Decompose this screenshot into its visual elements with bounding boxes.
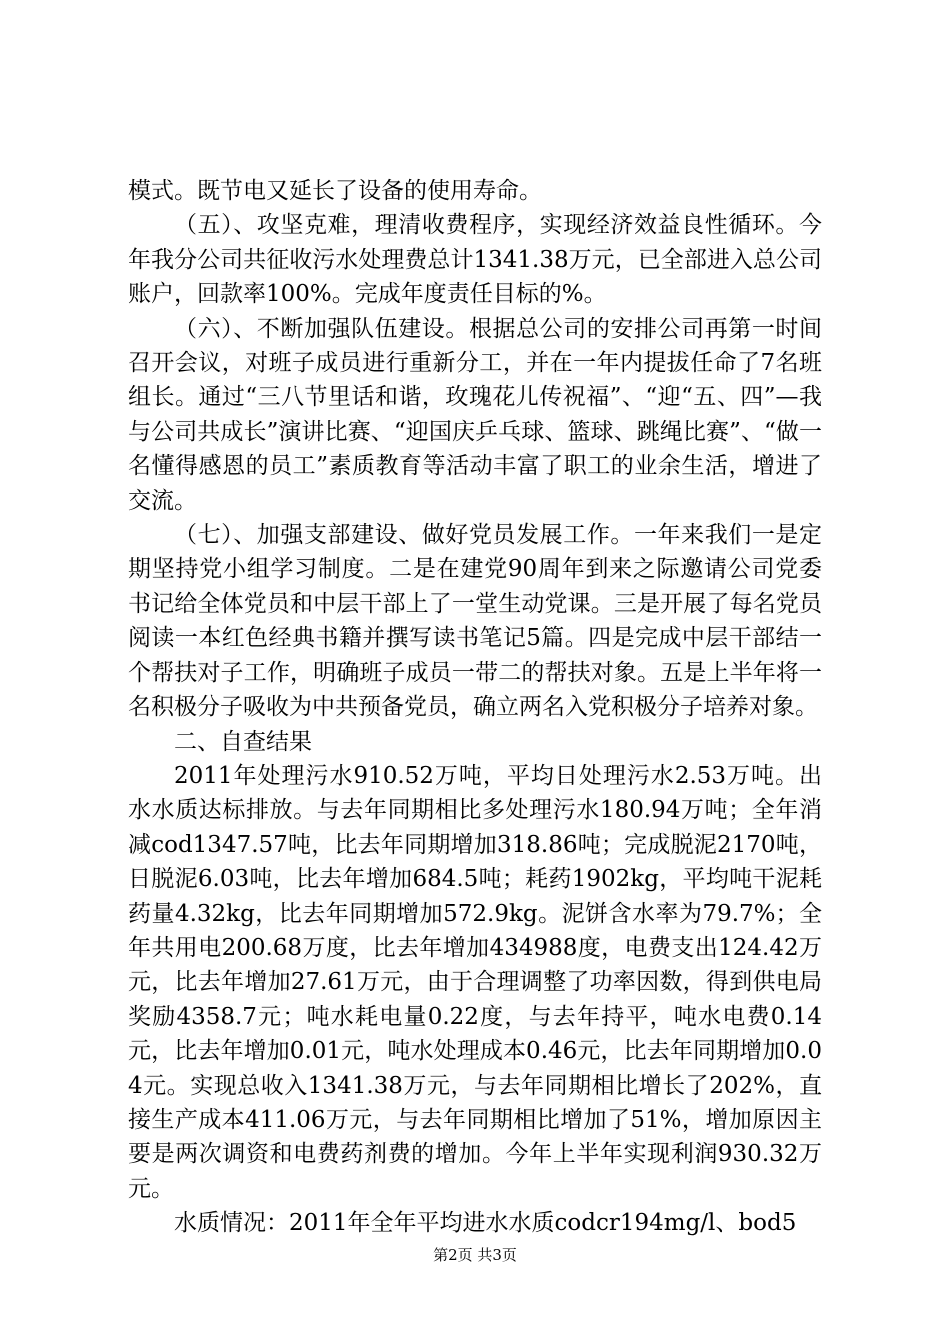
paragraph: （七）、加强支部建设、做好党员发展工作。一年来我们一是定期坚持党小组学习制度。二是在建党90周年到来之际邀请公司党委书记给全体党员和中层干部上了一堂生动党课。三是开展了每名党员阅读一本红色经典书籍并撰写读书笔记5篇。四是完成中层干部结一个帮扶对子工作，明确班子成员一带二的帮扶对象。五是上半年将一名积极分子吸收为中共预备党员，确立两名入党积极分子培养对象。 xyxy=(128,522,822,721)
paragraph: 模式。既节电又延长了设备的使用寿命。 xyxy=(128,178,542,204)
paragraph: （五）、攻坚克难，理清收费程序，实现经济效益良性循环。今年我分公司共征收污水处理费总计1341.38万元，已全部进入总公司账户，回款率100%。完成年度责任目标的%。 xyxy=(128,212,822,308)
paragraph: 2011年处理污水910.52万吨，平均日处理污水2.53万吨。出水水质达标排放。与去年同期相比多处理污水180.94万吨；全年消减cod1347.57吨，比去年同期增加318.86吨；完成脱泥2170吨，日脱泥6.03吨，比去年增加684.5吨；耗药1902kg，平均吨干泥耗药量4.32kg，比去年同期增加572.9kg。泥饼含水率为79.7%；全年共用电200.68万度，比去年增加434988度，电费支出124.42万元，比去年增加27.61万元，由于合理调整了功率因数，得到供电局奖励4358.7元；吨水耗电量0.22度，与去年持平，吨水电费0.14元，比去年增加0.01元，吨水处理成本0.46元，比去年同期增加0.04元。实现总收入1341.38万元，与去年同期相比增长了202%，直接生产成本411.06万元，与去年同期相比增加了51%，增加原因主要是两次调资和电费药剂费的增加。今年上半年实现利润930.32万元。 xyxy=(128,762,822,1202)
paragraph: （六）、不断加强队伍建设。根据总公司的安排公司再第一时间召开会议，对班子成员进行重新分工，并在一年内提拔任命了7名班组长。通过“三八节里话和谐，玫瑰花儿传祝福”、“迎“五、四”—我与公司共成长”演讲比赛、“迎国庆乒乓球、篮球、跳绳比赛”、“做一名懂得感恩的员工”素质教育等活动丰富了职工的业余生活，增进了交流。 xyxy=(128,315,822,514)
document-body xyxy=(128,174,822,1241)
section-heading: 二、自查结果 xyxy=(174,728,312,755)
paragraph: 水质情况：2011年全年平均进水水质codcr194mg/l、bod5 xyxy=(174,1210,797,1237)
page-number-footer: 第2页 共3页 xyxy=(433,1246,517,1264)
